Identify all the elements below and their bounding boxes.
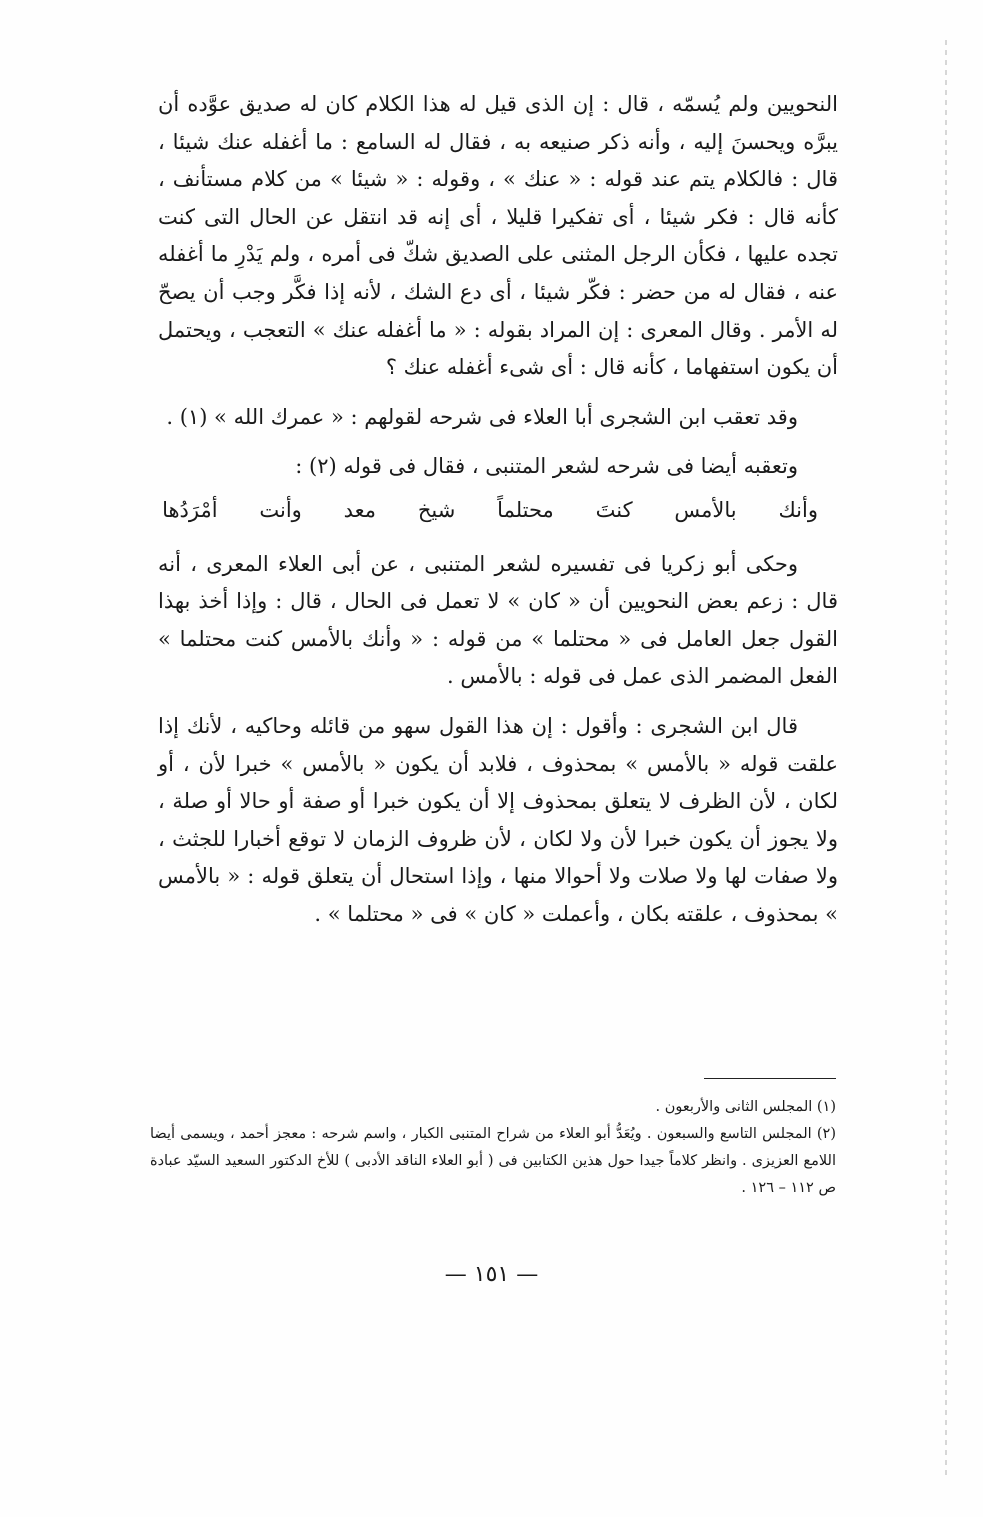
paragraph: وقد تعقب ابن الشجرى أبا العلاء فى شرحه لقولهم : « عمرك الله » (١) . <box>166 404 798 429</box>
poetry-verse <box>158 492 838 530</box>
paragraph: وتعقبه أيضا فى شرحه لشعر المتنبى ، فقال فى قوله (٢) : <box>295 454 798 479</box>
footnote-separator <box>704 1078 836 1079</box>
verse-word: معد <box>343 497 377 522</box>
verse-word: محتلماً <box>497 497 554 522</box>
verse-word: وأنك <box>778 497 818 522</box>
verse-word: وأنت <box>259 497 302 522</box>
paragraph: قال ابن الشجرى : وأقول : إن هذا القول سهو من قائله وحاكيه ، لأنك إذا علقت قوله « بالأمس » بمحذوف ، فلابد أن يكون « بالأمس » خبرا لأن ، أو لكان ، لأن الظرف لا يتعلق بمحذوف إلا أن يكون خبرا أو صفة أو حالا أو صلة ، ولا يجوز أن يكون خبرا لأن ولا لكان ، لأن ظروف الزمان لا توقع أخبارا للجثث ، ولا صفات لها ولا صلات ولا أحوالا منها ، وإذا استحال أن يتعلق قوله : « بالأمس » بمحذوف ، علقته بكان ، وأعملت « كان » فى « محتلما » . <box>158 713 838 926</box>
page-number: — ١٥١ — <box>444 1262 539 1287</box>
verse-word: كنتَ <box>595 497 633 522</box>
paragraph: وحكى أبو زكريا فى تفسيره لشعر المتنبى ، عن أبى العلاء المعرى ، أنه قال : زعم بعض النحويين أن « كان » لا تعمل فى الحال ، قال : وإذا أخذ بهذا القول جعل العامل فى « محتلما » من قوله : « وأنك بالأمس كنت محتلما » الفعل المضمر الذى عمل فى قوله : بالأمس . <box>158 551 838 689</box>
footnotes <box>150 1094 836 1202</box>
footnote: (٢) المجلس التاسع والسبعون . ويُعَدُّ أبو العلاء من شراح المتنبى الكبار ، واسم شرحه : معجز أحمد ، ويسمى أيضا اللامع العزيزى . وانظر كلاماً جيدا حول هذين الكتابين فى ( أبو العلاء الناقد الأدبى ) للأخ الدكتور السعيد السيّد عبادة ص ١١٢ – ١٢٦ . <box>150 1126 836 1196</box>
verse-word: بالأمس <box>674 497 737 522</box>
verse-word: شيخ <box>417 497 456 522</box>
footnote: (١) المجلس الثانى والأربعون . <box>655 1099 836 1115</box>
verse-word: أمْرَدُها <box>162 497 218 522</box>
paragraph: النحويين ولم يُسمّه ، قال : إن الذى قيل له هذا الكلام كان له صديق عوَّده أن يبرَّه ويحسنَ إليه ، وأنه ذكر صنيعه به ، فقال له السامع : ما أغفله عنك شيئا ، قال : فالكلام يتم عند قوله : « عنك » ، وقوله : « شيئا » من كلام مستأنف ، كأنه قال : فكر شيئا ، أى تفكيرا قليلا ، أى إنه قد انتقل عن الحال التى كنت تجده عليها ، فكأن الرجل المثنى على الصديق شكّ فى أمره ، ولم يَدْرِ ما أغفله عنه ، فقال له من حضر : فكّر شيئا ، أى دع الشك ، لأنه إذا فكَّر وجب أن يصحّ له الأمر . وقال المعرى : إن المراد بقوله : « ما أغفله عنك » التعجب ، ويحتمل أن يكون استفهاما ، كأنه قال : أى شىء أغفله عنك ؟ <box>158 92 838 380</box>
main-text <box>158 86 838 933</box>
